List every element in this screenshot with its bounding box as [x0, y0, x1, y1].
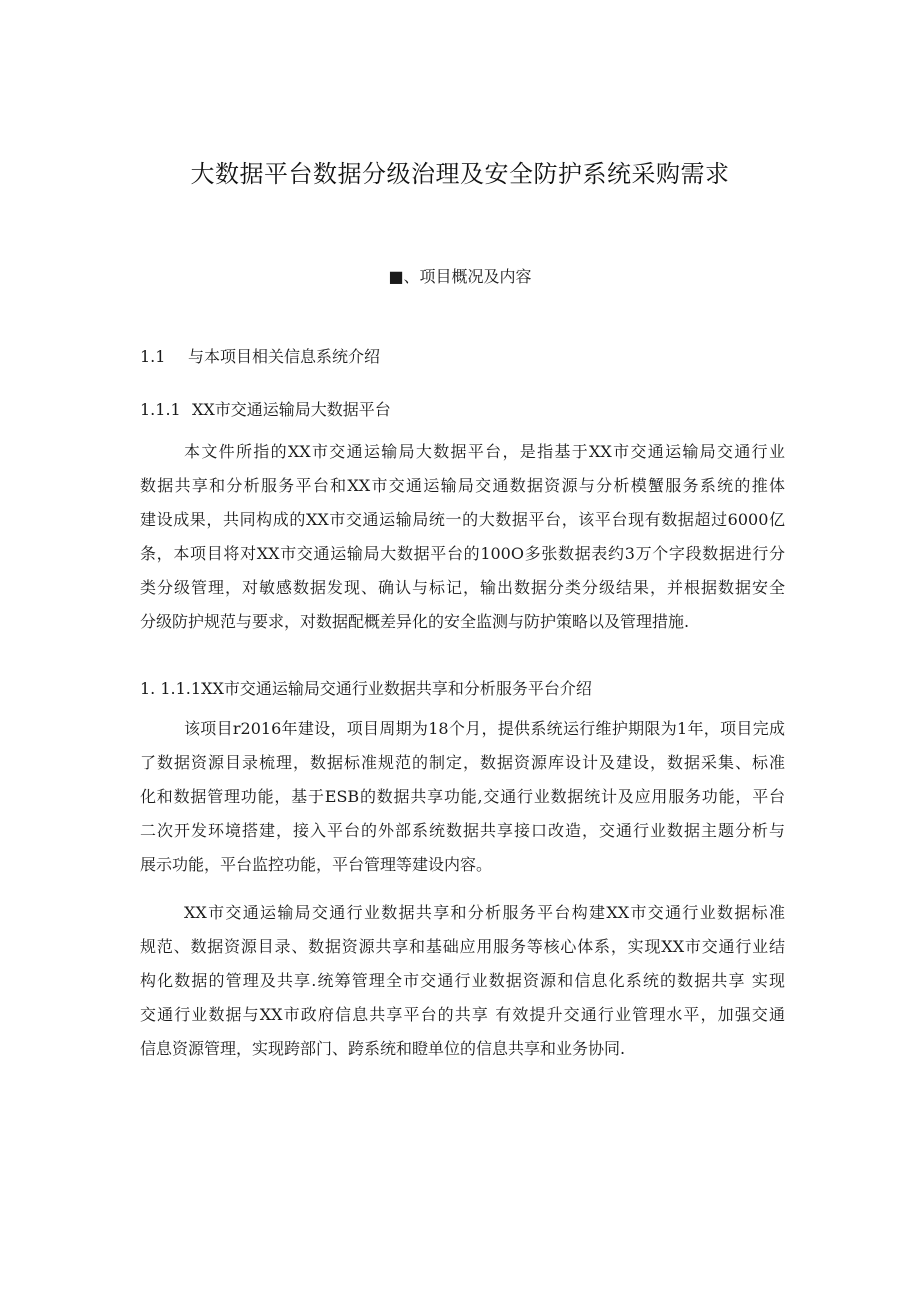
paragraph-3 — [140, 896, 785, 1066]
paragraph-line: 交通行业数据与XX市政府信息共享平台的共享 有效提升交通行业管理水平，加强交通 — [140, 1005, 785, 1024]
paragraph-line: 构化数据的管理及共享.统筹管理全市交通行业数据资源和信息化系统的数据共享 实现 — [140, 971, 785, 990]
heading-number: 1.1 — [140, 347, 166, 366]
paragraph-line: 数据共享和分析服务平台和XX市交通运输局交通数据资源与分析模蟹服务系统的推体 — [140, 476, 785, 495]
heading-number: 1.1.1 — [140, 400, 181, 419]
paragraph-line: 本文件所指的XX市交通运输局大数据平台，是指基于XX市交通运输局交通行业 — [184, 442, 785, 461]
paragraph-line: 建设成果，共同构成的XX市交通运输局统一的大数据平台，该平台现有数据超过6000亿 — [140, 510, 785, 529]
paragraph-line: 化和数据管理功能，基于ESB的数据共享功能,交通行业数据统计及应用服务功能，平台 — [140, 787, 785, 806]
paragraph-line: 该项目r2016年建设，项目周期为18个月，提供系统运行维护期限为1年，项目完成 — [184, 719, 785, 738]
section-heading: ■、项目概况及内容 — [388, 267, 532, 286]
paragraph-2 — [140, 712, 785, 882]
heading-1-1-1 — [140, 397, 391, 420]
paragraph-line: 规范、数据资源目录、数据资源共享和基础应用服务等核心体系，实现XX市交通行业结 — [140, 937, 785, 956]
paragraph-line: 二次开发环境搭建，接入平台的外部系统数据共享接口改造，交通行业数据主题分析与 — [140, 821, 785, 840]
heading-1-1 — [140, 344, 380, 367]
paragraph-line: 了数据资源目录梳理，数据标准规范的制定，数据资源库设计及建设，数据采集、标准 — [140, 753, 785, 772]
paragraph-line: 展示功能，平台监控功能，平台管理等建设内容。 — [140, 855, 493, 874]
document-title: 大数据平台数据分级治理及安全防护系统采购需求 — [190, 160, 730, 188]
paragraph-1 — [140, 435, 785, 639]
paragraph-line: XX市交通运输局交通行业数据共享和分析服务平台构建XX市交通行业数据标准 — [184, 903, 785, 922]
heading-1-1-1-1: 1. 1.1.1XX市交通运输局交通行业数据共享和分析服务平台介绍 — [140, 679, 592, 698]
paragraph-line: 条，本项目将对XX市交通运输局大数据平台的100O多张数据表约3万个字段数据进行分 — [140, 544, 785, 563]
paragraph-line: 分级防护规范与要求，对数据配概差异化的安全监测与防护策略以及管理措施. — [140, 612, 690, 631]
heading-text: 与本项目相关信息系统介绍 — [188, 347, 381, 366]
paragraph-line: 类分级管理，对敏感数据发现、确认与标记，输出数据分类分级结果，并根据数据安全 — [140, 578, 785, 597]
heading-text: XX市交通运输局大数据平台 — [192, 400, 391, 419]
paragraph-line: 信息资源管理，实现跨部门、跨系统和瞪单位的信息共享和业务协同. — [140, 1039, 626, 1058]
